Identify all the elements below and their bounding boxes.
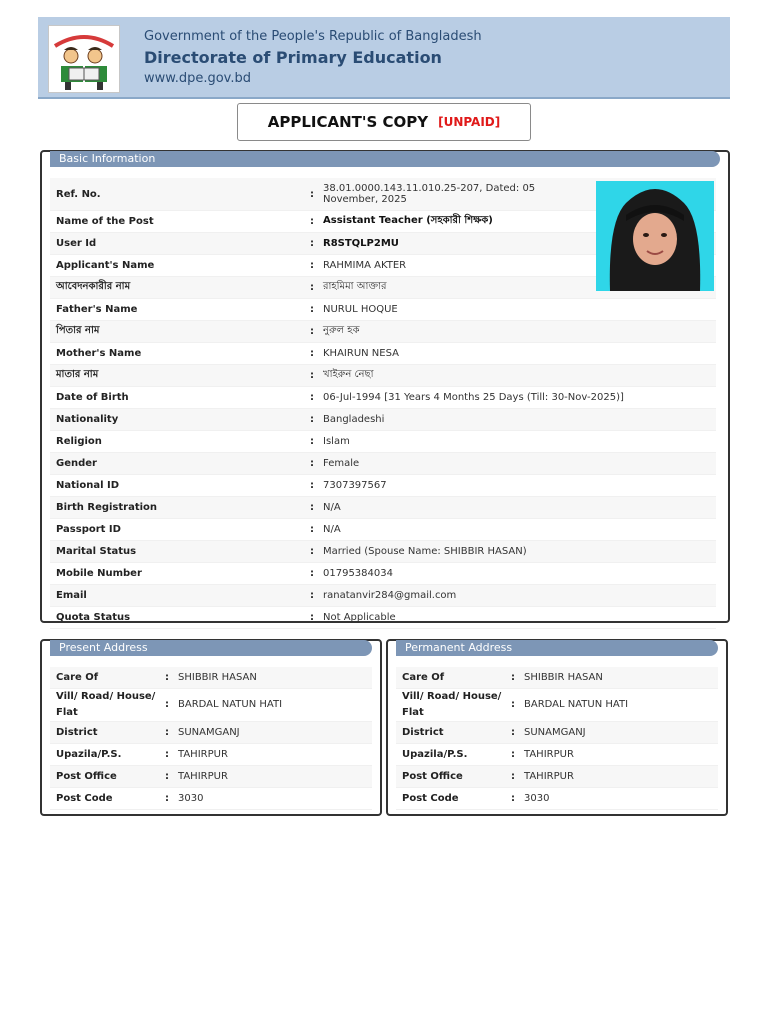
table-row bbox=[396, 689, 718, 722]
row-label: Care Of bbox=[396, 667, 508, 689]
row-colon: : bbox=[307, 453, 317, 475]
row-label: Post Code bbox=[50, 788, 162, 810]
row-colon: : bbox=[162, 722, 172, 744]
copy-title: APPLICANT'S COPY bbox=[267, 113, 429, 131]
table-row bbox=[50, 788, 372, 810]
government-name: Government of the People's Republic of Bangladesh bbox=[144, 29, 482, 44]
row-label: Mobile Number bbox=[50, 563, 307, 585]
table-row bbox=[50, 563, 716, 585]
row-label: District bbox=[396, 722, 508, 744]
row-colon: : bbox=[307, 409, 317, 431]
table-row bbox=[50, 766, 372, 788]
table-row bbox=[50, 541, 716, 563]
table-row bbox=[50, 519, 716, 541]
row-value: রাহমিমা আক্তার bbox=[317, 277, 716, 299]
row-value: ranatanvir284@gmail.com bbox=[317, 585, 716, 607]
row-label: Religion bbox=[50, 431, 307, 453]
row-colon: : bbox=[508, 766, 518, 788]
applicant-copy-banner bbox=[237, 103, 531, 141]
row-colon: : bbox=[508, 667, 518, 689]
table-row bbox=[50, 365, 716, 387]
row-value: Married (Spouse Name: SHIBBIR HASAN) bbox=[317, 541, 716, 563]
row-value: SUNAMGANJ bbox=[518, 722, 718, 744]
row-label: Applicant's Name bbox=[50, 255, 307, 277]
row-colon: : bbox=[307, 541, 317, 563]
row-colon: : bbox=[508, 788, 518, 810]
row-value: 3030 bbox=[172, 788, 372, 810]
row-label: Post Office bbox=[396, 766, 508, 788]
header-text bbox=[144, 27, 482, 89]
table-row bbox=[50, 321, 716, 343]
table-row bbox=[396, 722, 718, 744]
page-header bbox=[38, 17, 730, 99]
row-label: Marital Status bbox=[50, 541, 307, 563]
row-label: Passport ID bbox=[50, 519, 307, 541]
row-colon: : bbox=[307, 519, 317, 541]
table-row bbox=[50, 431, 716, 453]
present-address-table bbox=[50, 667, 372, 810]
row-colon: : bbox=[162, 744, 172, 766]
row-value: TAHIRPUR bbox=[172, 744, 372, 766]
website-link[interactable]: www.dpe.gov.bd bbox=[144, 71, 251, 86]
table-row bbox=[50, 409, 716, 431]
dpe-logo-icon bbox=[48, 25, 120, 93]
table-row bbox=[396, 766, 718, 788]
table-row bbox=[396, 744, 718, 766]
table-row bbox=[50, 722, 372, 744]
row-value: N/A bbox=[317, 497, 716, 519]
row-label: Ref. No. bbox=[50, 178, 307, 211]
row-label: District bbox=[50, 722, 162, 744]
row-value: BARDAL NATUN HATI bbox=[518, 689, 718, 722]
table-row bbox=[50, 343, 716, 365]
row-value: নুরুল হক bbox=[317, 321, 716, 343]
table-row bbox=[50, 475, 716, 497]
table-row bbox=[396, 788, 718, 810]
row-label: আবেদনকারীর নাম bbox=[50, 277, 307, 299]
row-label: Vill/ Road/ House/ Flat bbox=[396, 689, 508, 722]
row-label: মাতার নাম bbox=[50, 365, 307, 387]
row-value: Islam bbox=[317, 431, 716, 453]
row-value: Not Applicable bbox=[317, 607, 716, 629]
row-value: TAHIRPUR bbox=[518, 766, 718, 788]
row-value: TAHIRPUR bbox=[518, 744, 718, 766]
row-value: NURUL HOQUE bbox=[317, 299, 716, 321]
row-colon: : bbox=[307, 211, 317, 233]
row-value: SUNAMGANJ bbox=[172, 722, 372, 744]
row-colon: : bbox=[307, 365, 317, 387]
row-colon: : bbox=[307, 431, 317, 453]
row-colon: : bbox=[508, 744, 518, 766]
row-label: Father's Name bbox=[50, 299, 307, 321]
row-label: Vill/ Road/ House/ Flat bbox=[50, 689, 162, 722]
row-value: 01795384034 bbox=[317, 563, 716, 585]
table-row bbox=[50, 744, 372, 766]
row-colon: : bbox=[307, 255, 317, 277]
row-value: RAHMIMA AKTER bbox=[317, 255, 716, 277]
row-value: SHIBBIR HASAN bbox=[518, 667, 718, 689]
row-colon: : bbox=[307, 321, 317, 343]
section-heading: Basic Information bbox=[50, 151, 720, 167]
row-value: SHIBBIR HASAN bbox=[172, 667, 372, 689]
row-value: Assistant Teacher (সহকারী শিক্ষক) bbox=[317, 211, 716, 233]
table-row bbox=[50, 585, 716, 607]
row-value: TAHIRPUR bbox=[172, 766, 372, 788]
table-row bbox=[50, 387, 716, 409]
table-row bbox=[50, 299, 716, 321]
payment-status-badge: [UNPAID] bbox=[438, 115, 501, 129]
row-label: Birth Registration bbox=[50, 497, 307, 519]
table-row bbox=[50, 689, 372, 722]
row-colon: : bbox=[307, 299, 317, 321]
row-label: Upazila/P.S. bbox=[396, 744, 508, 766]
row-colon: : bbox=[508, 689, 518, 722]
row-colon: : bbox=[162, 788, 172, 810]
row-value: 06-Jul-1994 [31 Years 4 Months 25 Days (Till: 30-Nov-2025)] bbox=[317, 387, 716, 409]
row-colon: : bbox=[307, 343, 317, 365]
row-value: Female bbox=[317, 453, 716, 475]
row-colon: : bbox=[307, 475, 317, 497]
present-address-section bbox=[40, 639, 382, 816]
row-colon: : bbox=[307, 233, 317, 255]
row-label: পিতার নাম bbox=[50, 321, 307, 343]
row-colon: : bbox=[162, 766, 172, 788]
row-colon: : bbox=[307, 387, 317, 409]
row-value: BARDAL NATUN HATI bbox=[172, 689, 372, 722]
section-heading: Permanent Address bbox=[396, 640, 718, 656]
row-value: 38.01.0000.143.11.010.25-207, Dated: 05 November, 2025 bbox=[317, 178, 716, 211]
row-label: Date of Birth bbox=[50, 387, 307, 409]
row-value: খাইরুন নেছা bbox=[317, 365, 716, 387]
row-value: Bangladeshi bbox=[317, 409, 716, 431]
row-colon: : bbox=[307, 277, 317, 299]
row-value: N/A bbox=[317, 519, 716, 541]
table-row bbox=[50, 497, 716, 519]
table-row bbox=[50, 453, 716, 475]
row-colon: : bbox=[508, 722, 518, 744]
row-label: Email bbox=[50, 585, 307, 607]
permanent-address-table bbox=[396, 667, 718, 810]
row-label: National ID bbox=[50, 475, 307, 497]
row-label: Post Code bbox=[396, 788, 508, 810]
row-label: User Id bbox=[50, 233, 307, 255]
row-colon: : bbox=[307, 585, 317, 607]
table-row bbox=[50, 667, 372, 689]
row-colon: : bbox=[162, 667, 172, 689]
permanent-address-section bbox=[386, 639, 728, 816]
row-value: KHAIRUN NESA bbox=[317, 343, 716, 365]
table-row bbox=[50, 607, 716, 629]
row-label: Nationality bbox=[50, 409, 307, 431]
row-value: 3030 bbox=[518, 788, 718, 810]
row-colon: : bbox=[307, 497, 317, 519]
row-label: Gender bbox=[50, 453, 307, 475]
basic-information-section bbox=[40, 150, 730, 623]
row-colon: : bbox=[307, 178, 317, 211]
row-colon: : bbox=[162, 689, 172, 722]
row-value: 7307397567 bbox=[317, 475, 716, 497]
applicant-photo-icon bbox=[596, 181, 714, 291]
row-colon: : bbox=[307, 607, 317, 629]
table-row bbox=[396, 667, 718, 689]
row-label: Upazila/P.S. bbox=[50, 744, 162, 766]
row-label: Name of the Post bbox=[50, 211, 307, 233]
directorate-name: Directorate of Primary Education bbox=[144, 48, 442, 67]
row-label: Mother's Name bbox=[50, 343, 307, 365]
row-label: Care Of bbox=[50, 667, 162, 689]
row-label: Quota Status bbox=[50, 607, 307, 629]
row-label: Post Office bbox=[50, 766, 162, 788]
row-colon: : bbox=[307, 563, 317, 585]
row-value: R8STQLP2MU bbox=[317, 233, 716, 255]
section-heading: Present Address bbox=[50, 640, 372, 656]
